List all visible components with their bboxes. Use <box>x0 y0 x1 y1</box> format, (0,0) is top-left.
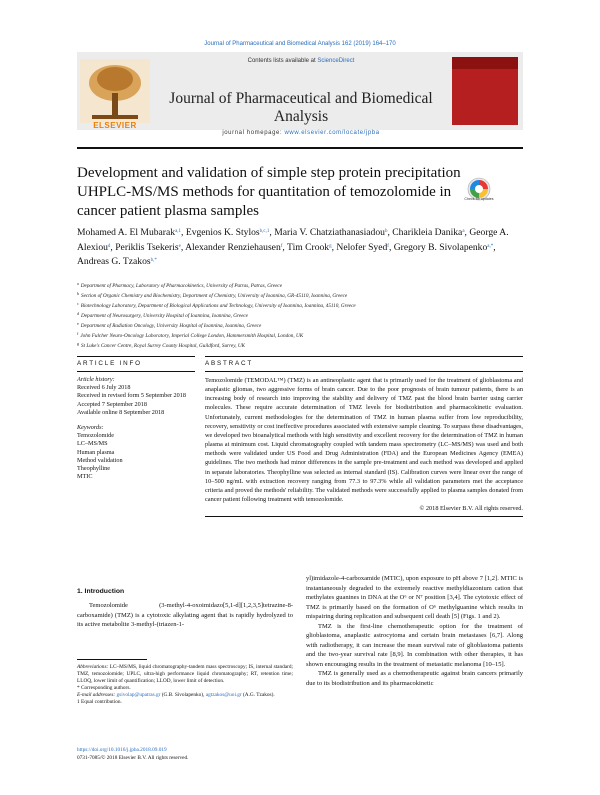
issn-copyright: 0731-7085/© 2018 Elsevier B.V. All rights reserved. <box>77 755 189 761</box>
abstract-panel <box>205 356 523 517</box>
author-list: Mohamed A. El Mubarak$^{a,1}$, Evgenios K. Stylos$^{b,c,1}$, Maria V. Chatziathanasiadou$^b$, Charikleia Danika$^a$, George A. Alexiou$^d$, Periklis Tsekeris$^e$, Alexander Renziehausen$^f$, Tim Crook$^g$, Nelofer Syed$^f$, Gregory B. Sivolapenko$^{a,*}$, Andreas G. Tzakos$^{b,*}$ <box>77 227 509 267</box>
article-info-rule <box>77 371 195 372</box>
author-affil-sup[interactable]: d <box>107 243 111 249</box>
author-affil-sup[interactable]: a,* <box>487 243 494 249</box>
history-online: Available online 8 September 2018 <box>77 408 165 416</box>
keyword-item: Method validation <box>77 456 123 464</box>
email-link[interactable]: agtzakos@uoi.gr <box>205 692 242 699</box>
email-footnote <box>77 692 293 699</box>
abbreviations-text: LC–MS/MS, liquid chromatography-tandem mass spectroscopy; IS, internal standard; TMZ, temozolomide; UPLC, ultra-high performance liquid chromatography; RT, retention time; LLOQ, lower limit of quantification; LLOD, lower limit of detection. <box>77 664 293 685</box>
intro-paragraph: yl)imidazole-4-carboxamide (MTIC), upon exposure to pH above 7 [1,2]. MTIC is instantaneously degraded to the extremely reactive methyldiazonium cation that methylates guanines in DNA at the O⁶ or N⁷ position [3,4]. The cytotoxic effect of TMZ is primarily based on the formation of O⁶ methylguanine which results in mispairing during replication and subsequent cell death [5] (Figs. 1 and 2). <box>306 575 523 620</box>
journal-homepage <box>158 130 444 136</box>
keyword-item: LC–MS/MS <box>77 440 108 448</box>
affiliation-item: $^f$ John Fulcher Neuro-Oncology Laboratory, Imperial College London, Hammersmith Hospital, London, UK <box>77 331 304 339</box>
email-label: E-mail addresses: <box>77 692 116 699</box>
keywords-label: Keywords: <box>77 424 104 432</box>
author-name: Andreas G. Tzakos <box>77 256 151 267</box>
abstract-heading: ABSTRACT <box>205 360 253 367</box>
author-name: Maria V. Chatziathanasiadou <box>274 227 385 238</box>
article-info-heading: ARTICLE INFO <box>77 360 142 367</box>
keyword-item: Temozolomide <box>77 432 115 440</box>
article-info-rule <box>77 356 195 357</box>
abstract-text: Temozolomide (TEMODAL™) (TMZ) is an antineoplastic agent that is primarily used for the treatment of glioblastoma and anaplastic gliomas, two aggressive forms of brain cancer. Due to the poor prognosis of brain tumour patients, there is an increasing body of research into improving the stability and delivery of TMZ past the blood brain barrier using carrier molecules. These require accurate determination of TMZ levels for biodistribution and pharmacokinetic evaluation. Unfortunately, current methodologies for the determination of TMZ in human plasma suffer from low reproducibility, recovery, sensitivity or cost ineffective procedures associated with extensive sample cleaning. To surpass these disadvantages, we developed two bioanalytical methods with high sensitivity and excellent recovery for the determination of TMZ in human plasma at minimum cost. Liquid chromatography coupled with tandem mass spectrometry (LC–MS/MS) was used and both methods were validated under US Food and Drug Administration (FDA) and the European Medicines Agency (EMEA) guidelines. The two methods had minor differences in the sample pre-treatment and each method was developed and applied in separate laboratories. Theophylline was selected as internal standard (IS). Calibration curves were linear over the range of 10–500 ng/mL with extraction recovery ranging from 77.3 to 97.3% while all validation parameters met the acceptance criteria and proved the methods' reliability. The validated methods were successfully applied to plasma samples donated from cancer patient following treatment with temozolomide. <box>205 377 523 504</box>
contents-line <box>158 58 444 64</box>
corresponding-footnote: * Corresponding authors. <box>77 685 131 692</box>
homepage-url-link[interactable]: www.elsevier.com/locate/jpba <box>284 130 380 136</box>
header-rule <box>77 147 523 149</box>
publisher-logo-text: ELSEVIER <box>93 121 137 130</box>
author-name: Gregory B. Sivolapenko <box>393 241 488 253</box>
keyword-item: Theophylline <box>77 465 110 473</box>
author-name: Tim Crook <box>287 241 330 253</box>
author-affil-sup[interactable]: b,c,1 <box>259 229 270 234</box>
author-affil-sup[interactable]: f <box>387 243 389 249</box>
crossmark-label: Check for updates <box>464 197 494 201</box>
journal-title: Journal of Pharmaceutical and Biomedical Analysis <box>169 90 433 125</box>
author-affil-sup[interactable]: g <box>329 243 332 249</box>
abstract-end-rule <box>205 516 523 517</box>
footnotes <box>77 659 293 707</box>
abstract-copyright: © 2018 Elsevier B.V. All rights reserved. <box>419 505 523 513</box>
affiliation-item: $^g$ St Luke's Cancer Centre, Royal Surrey County Hospital, Guildford, Surrey, UK <box>77 341 246 349</box>
abstract-rule <box>205 356 523 357</box>
history-received: Received 6 July 2018 <box>77 384 131 392</box>
intro-left-paragraph: Temozolomide (3-methyl-4-oxoimidazo[5,1-d][1,2,3,5]tetrazine-8-carboxamide) (TMZ) is a cytotoxic alkylating agent that is rapidly hydrolyzed to its active metabolite 3-methyl-(triazen-1- <box>77 602 293 628</box>
history-accepted: Accepted 7 September 2018 <box>77 400 147 408</box>
homepage-prefix: journal homepage: <box>222 130 283 136</box>
contents-prefix: Contents lists available at <box>247 58 316 64</box>
email-owner: (A.G. Tzakos). <box>242 692 275 699</box>
author-affil-sup[interactable]: f <box>280 243 283 249</box>
doi-block <box>77 746 293 762</box>
author-name: Alexander Renziehausen <box>185 241 281 253</box>
author-affil-sup[interactable]: b <box>384 229 388 234</box>
section-heading-introduction: 1. Introduction <box>77 588 125 595</box>
history-label: Article history: <box>77 376 115 383</box>
keyword-item: Human plasma <box>77 448 115 456</box>
elsevier-tree-logo <box>80 56 150 126</box>
author-affil-sup[interactable]: e <box>178 243 181 249</box>
email-owner: (G.B. Sivolapenko), <box>161 692 205 699</box>
author-name: Periklis Tsekeris <box>115 241 179 253</box>
author-name: Evgenios K. Stylos <box>185 227 260 238</box>
footnote-rule <box>77 659 147 660</box>
intro-paragraph: TMZ is the first-line chemotherapeutic option for the treatment of glioblastoma, anaplastic astrocytoma and certain brain metastases [6,7]. Along with radiotherapy, it can increase the mean survival rate of glioblastoma patients and the two-year survival rate [8,9]. In combination with other therapies, it has shown encouraging results in the treatment of metastatic melanoma [10–15]. <box>306 622 523 668</box>
equal-contribution-footnote: 1 Equal contribution. <box>77 699 122 706</box>
author-affil-sup[interactable]: a <box>462 229 465 234</box>
abstract-rule <box>205 371 523 372</box>
intro-right-column <box>306 574 523 688</box>
intro-paragraph: TMZ is generally used as a chemotherapeutic against brain cancers primarily due to its biodistribution and its pharmacokinetic <box>306 670 523 687</box>
journal-cover-band <box>452 57 518 69</box>
keyword-item: MTIC <box>77 473 93 481</box>
author-affil-sup[interactable]: b,* <box>150 258 157 263</box>
sciencedirect-link[interactable]: ScienceDirect <box>317 58 355 64</box>
paper-title: Development and validation of simple step protein precipitation UHPLC-MS/MS methods for quantitation of temozolomide in cancer patient plasma samples <box>77 165 461 219</box>
history-revised: Received in revised form 5 September 2018 <box>77 392 186 400</box>
abbreviations-footnote <box>77 664 293 685</box>
email-link[interactable]: gsivolap@upatras.gr <box>116 692 161 699</box>
affiliation-item: $^c$ Biotechnology Laboratory, Department of Biological Applications and Technology, University of Ioannina, Ioannina, 45110, Greece <box>77 301 356 309</box>
author-name: Mohamed A. El Mubarak <box>77 227 176 238</box>
affiliation-item: $^e$ Department of Radiation Oncology, University Hospital of Ioannina, Ioannina, Greece <box>77 321 262 329</box>
abbreviations-label: Abbreviations: <box>77 664 109 670</box>
affiliation-item: $^a$ Department of Pharmacy, Laboratory of Pharmacokinetics, University of Patras, Patras, Greece <box>77 281 283 289</box>
article-info-panel <box>77 356 195 481</box>
author-name: Charikleia Danika <box>392 227 463 238</box>
author-name: Nelofer Syed <box>336 241 388 253</box>
doi-link[interactable]: https://doi.org/10.1016/j.jpba.2018.09.019 <box>77 747 167 753</box>
journal-citation: Journal of Pharmaceutical and Biomedical Analysis 162 (2019) 164–170 <box>204 41 396 47</box>
author-affil-sup[interactable]: a,1 <box>175 229 182 234</box>
affiliation-item: $^d$ Department of Neurosurgery, University Hospital of Ioannina, Ioannina, Greece <box>77 311 248 319</box>
affiliation-list <box>77 280 523 350</box>
author-name: George A. Alexiou <box>77 227 509 253</box>
affiliation-item: $^b$ Section of Organic Chemistry and Biochemistry, Department of Chemistry, University of Ioannina, GR-45110, Ioannina, Greece <box>77 291 348 299</box>
